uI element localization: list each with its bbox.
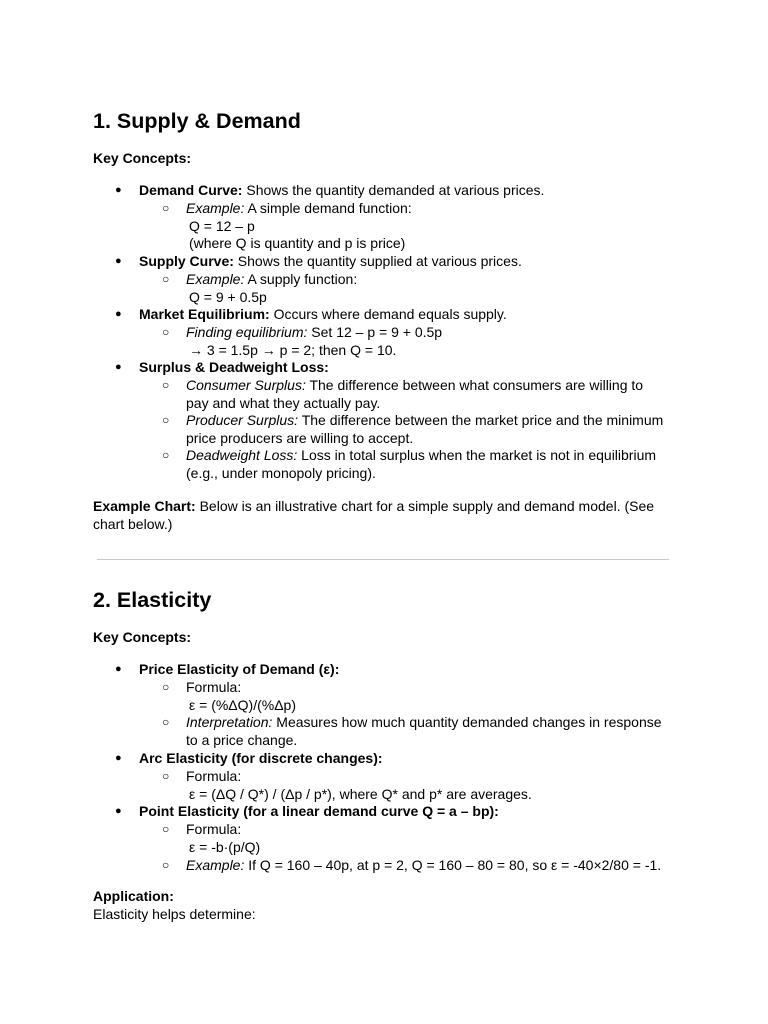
list-item: Surplus & Deadweight Loss: bbox=[139, 359, 329, 375]
paragraph: Example Chart: Below is an illustrative chart for a simple supply and demand model. (See bbox=[93, 498, 655, 514]
formula: Q = 12 – p bbox=[189, 218, 255, 234]
list-item: Consumer Surplus: The difference between what consumers are willing to bbox=[186, 377, 644, 393]
section-title: 1. Supply & Demand bbox=[93, 109, 301, 133]
list-item: Producer Surplus: The difference between the market price and the minimum bbox=[186, 412, 664, 428]
list-item: Deadweight Loss: Loss in total surplus when the market is not in equilibrium bbox=[186, 447, 657, 463]
formula: ε = -b·(p/Q) bbox=[189, 839, 261, 855]
list-item: Supply Curve: Shows the quantity supplied at various prices. bbox=[139, 253, 522, 269]
list-item: Finding equilibrium: Set 12 – p = 9 + 0.5p bbox=[186, 324, 443, 340]
sub-bullet-icon: ○ bbox=[162, 680, 170, 694]
paragraph: Elasticity helps determine: bbox=[93, 906, 256, 922]
bullet-icon: ● bbox=[115, 184, 122, 196]
list-item-continuation: price producers are willing to accept. bbox=[186, 430, 414, 446]
note: (where Q is quantity and p is price) bbox=[189, 235, 406, 251]
list-item: Example: If Q = 160 – 40p, at p = 2, Q = 160 – 80 = 80, so ε = -40×2/80 = -1. bbox=[186, 857, 662, 873]
list-item: Price Elasticity of Demand (ε): bbox=[139, 661, 340, 677]
sub-bullet-icon: ○ bbox=[162, 715, 170, 729]
bullet-icon: ● bbox=[115, 308, 122, 320]
paragraph-continuation: chart below.) bbox=[93, 516, 173, 532]
list-item: Point Elasticity (for a linear demand curve Q = a – bp): bbox=[139, 803, 499, 819]
bullet-icon: ● bbox=[115, 805, 122, 817]
bullet-icon: ● bbox=[115, 752, 122, 764]
list-item-continuation: (e.g., under monopoly pricing). bbox=[186, 465, 376, 481]
key-concepts-heading: Key Concepts: bbox=[93, 150, 192, 166]
list-item: Example: A supply function: bbox=[186, 271, 358, 287]
list-item-continuation: pay and what they actually pay. bbox=[186, 395, 381, 411]
sub-bullet-icon: ○ bbox=[162, 822, 170, 836]
bullet-icon: ● bbox=[115, 361, 122, 373]
list-item: Interpretation: Measures how much quantity demanded changes in response bbox=[186, 714, 662, 730]
list-item: Formula: bbox=[186, 768, 242, 784]
sub-bullet-icon: ○ bbox=[162, 272, 170, 286]
key-concepts-heading: Key Concepts: bbox=[93, 629, 192, 645]
list-item: Demand Curve: Shows the quantity demanded at various prices. bbox=[139, 182, 545, 198]
formula: Q = 9 + 0.5p bbox=[189, 289, 267, 305]
formula: → 3 = 1.5p → p = 2; then Q = 10. bbox=[189, 342, 397, 358]
list-item: Formula: bbox=[186, 679, 242, 695]
list-item-continuation: to a price change. bbox=[186, 732, 298, 748]
bullet-icon: ● bbox=[115, 663, 122, 675]
formula: ε = (ΔQ / Q*) / (Δp / p*), where Q* and p* are averages. bbox=[189, 786, 532, 802]
sub-bullet-icon: ○ bbox=[162, 858, 170, 872]
sub-bullet-icon: ○ bbox=[162, 769, 170, 783]
application-heading: Application: bbox=[93, 888, 174, 904]
formula: ε = (%ΔQ)/(%Δp) bbox=[189, 697, 297, 713]
sub-bullet-icon: ○ bbox=[162, 413, 170, 427]
list-item: Example: A simple demand function: bbox=[186, 200, 412, 216]
sub-bullet-icon: ○ bbox=[162, 448, 170, 462]
sub-bullet-icon: ○ bbox=[162, 378, 170, 392]
section-title: 2. Elasticity bbox=[93, 588, 212, 612]
bullet-icon: ● bbox=[115, 255, 122, 267]
sub-bullet-icon: ○ bbox=[162, 325, 170, 339]
horizontal-divider bbox=[97, 559, 669, 560]
list-item: Formula: bbox=[186, 821, 242, 837]
list-item: Arc Elasticity (for discrete changes): bbox=[139, 750, 383, 766]
sub-bullet-icon: ○ bbox=[162, 201, 170, 215]
list-item: Market Equilibrium: Occurs where demand equals supply. bbox=[139, 306, 507, 322]
